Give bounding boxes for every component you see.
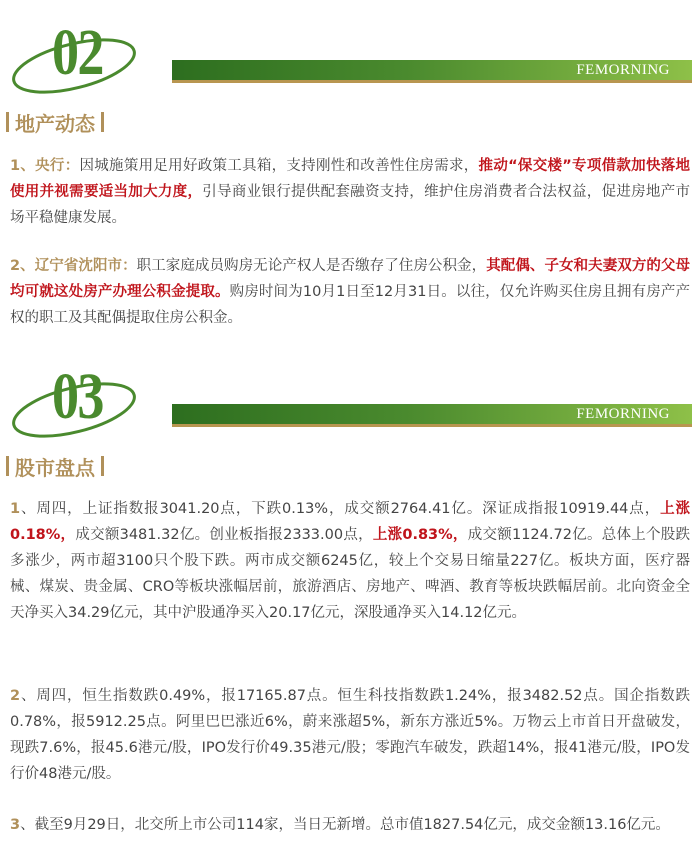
item-index: 1 bbox=[10, 501, 21, 517]
section-title: 股市盘点 bbox=[15, 455, 95, 480]
item-text: 成交额1124.72亿。总体上个股跌多涨少，两市超3100只个股下跌。两市成交额6245亿，较上个交易日缩量227亿。板块方面，医疗器械、煤炭、贵金属、CRO等板块涨幅居前，旅游酒店、房地产、啤酒、教育等板块跌幅居前。北向资金全天净买入34.29亿元，其中沪股通净买入20.17亿元，深股通净买入14.12亿元。 bbox=[10, 527, 690, 621]
section-title-box bbox=[6, 452, 104, 480]
item-highlight: 上涨0.83%， bbox=[372, 527, 468, 543]
news-item bbox=[10, 153, 690, 231]
item-highlight: 上涨0.18%， bbox=[10, 501, 691, 543]
market-item bbox=[10, 812, 690, 838]
market-item bbox=[10, 683, 690, 787]
item-index: 2、 bbox=[10, 258, 35, 274]
title-divider bbox=[6, 112, 9, 132]
news-item bbox=[10, 253, 690, 331]
item-index: 1、 bbox=[10, 158, 36, 174]
item-text: 、周四，恒生指数跌0.49%，报17165.87点。恒生科技指数跌1.24%，报3482.52点。国企指数跌0.78%，报5912.25点。阿里巴巴涨近6%，蔚来涨超5%，新东方涨近5%。万物云上市首日开盘破发，现跌7.6%，报45.6港元/股，IPO发行价49.35港元/股；零跑汽车破发，跌超14%，报41港元/股，IPO发行价48港元/股。 bbox=[10, 688, 690, 782]
item-text: 成交额3481.32亿。创业板指报2333.00点， bbox=[75, 527, 373, 543]
section-bar bbox=[172, 60, 692, 83]
item-text: 、截至9月29日，北交所上市公司114家，当日无新增。总市值1827.54亿元，成交金额13.16亿元。 bbox=[20, 817, 670, 833]
section-header-02 bbox=[0, 16, 698, 96]
section-number-badge bbox=[4, 360, 144, 440]
item-text: 职工家庭成员购房无论产权人是否缴存了住房公积金， bbox=[136, 258, 487, 274]
item-text: 、周四，上证指数报3041.20点，下跌0.13%，成交额2764.41亿。深证成指报10919.44点， bbox=[20, 501, 661, 517]
item-source: 辽宁省沈阳市： bbox=[34, 258, 137, 274]
section-bar bbox=[172, 404, 692, 427]
brand-label: FEMORNING bbox=[576, 406, 670, 422]
section-header-03 bbox=[0, 360, 698, 440]
title-divider bbox=[101, 456, 104, 476]
section-title-box bbox=[6, 108, 104, 136]
section-title: 地产动态 bbox=[15, 111, 95, 136]
brand-label: FEMORNING bbox=[576, 62, 670, 78]
item-index: 3 bbox=[10, 817, 21, 833]
section-number: 03 bbox=[52, 360, 103, 433]
item-index: 2 bbox=[10, 688, 21, 704]
item-highlight: 其配偶、子女和夫妻双方的父母均可就这处房产办理公积金提取。 bbox=[10, 258, 691, 300]
item-source: 央行： bbox=[35, 158, 80, 174]
item-text: 引导商业银行提供配套融资支持，维护住房消费者合法权益，促进房地产市场平稳健康发展。 bbox=[10, 184, 691, 226]
section-number-badge bbox=[4, 16, 144, 96]
item-text: 购房时间为10月1日至12月31日。以往，仅允许购买住房且拥有房产产权的职工及其配偶提取住房公积金。 bbox=[10, 284, 690, 326]
title-divider bbox=[101, 112, 104, 132]
item-highlight: 推动“保交楼”专项借款加快落地使用并视需要适当加大力度， bbox=[10, 158, 691, 200]
market-item bbox=[10, 496, 690, 626]
item-text: 因城施策用足用好政策工具箱，支持刚性和改善性住房需求， bbox=[79, 158, 479, 174]
title-divider bbox=[6, 456, 9, 476]
section-number: 02 bbox=[52, 16, 103, 89]
